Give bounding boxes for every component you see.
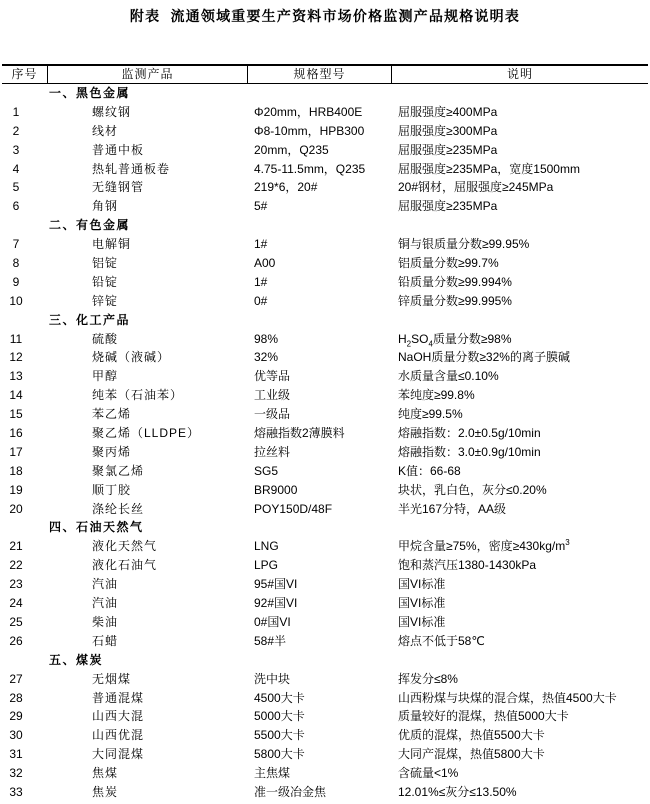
superscript-text: 3 — [565, 538, 570, 548]
product-name: 线材 — [92, 123, 119, 138]
spec-model: 0# — [254, 293, 268, 308]
product-name: 山西大混 — [92, 709, 145, 724]
row-number: 4 — [12, 161, 20, 176]
spec-model: 准一级冶金焦 — [254, 784, 327, 799]
product-name: 聚丙烯 — [92, 444, 132, 459]
product-name: 角钢 — [92, 199, 119, 214]
document-title: 附表 流通领域重要生产资料市场价格监测产品规格说明表 — [129, 8, 521, 24]
table-row — [2, 443, 648, 462]
spec-model: 一级品 — [254, 407, 291, 422]
description: 20#钢材，屈服强度≥245MPa — [398, 180, 554, 195]
section-label: 一、黑色金属 — [49, 86, 131, 100]
description-text: SO — [411, 331, 429, 346]
product-name: 热轧普通板卷 — [92, 161, 171, 176]
table-row — [2, 103, 648, 122]
spec-model: POY150D/48F — [254, 501, 333, 516]
description: 铅质量分数≥99.994% — [398, 274, 512, 289]
row-number: 22 — [9, 558, 23, 573]
product-name: 石蜡 — [92, 633, 119, 648]
description: 锌质量分数≥99.995% — [398, 293, 512, 308]
table-row — [2, 689, 648, 708]
row-number: 3 — [12, 142, 20, 157]
row-number: 23 — [9, 577, 23, 592]
table-row — [2, 481, 648, 500]
product-name: 液化石油气 — [92, 558, 158, 573]
row-number: 18 — [9, 463, 23, 478]
spec-model: 拉丝料 — [254, 444, 291, 459]
row-number: 9 — [12, 274, 20, 289]
product-name: 无缝钢管 — [92, 180, 145, 195]
table-row — [2, 764, 648, 783]
table-row — [2, 292, 648, 311]
description: 屈服强度≥400MPa — [398, 104, 498, 119]
row-number: 5 — [12, 180, 20, 195]
description: 大同产混煤，热值5800大卡 — [398, 747, 545, 762]
product-name: 苯乙烯 — [92, 407, 132, 422]
spec-model: 4.75-11.5mm，Q235 — [254, 161, 366, 176]
table-row — [2, 197, 648, 216]
table-row — [2, 405, 648, 424]
description: 国VI标准 — [398, 614, 446, 629]
section-row — [2, 84, 648, 103]
table-row — [2, 141, 648, 160]
row-number: 24 — [9, 596, 23, 611]
section-label: 二、有色金属 — [49, 218, 131, 233]
table-row — [2, 178, 648, 197]
product-name: 铅锭 — [92, 274, 119, 289]
spec-model: LPG — [254, 558, 279, 573]
product-name: 硫酸 — [92, 331, 119, 346]
spec-table — [2, 64, 648, 802]
table-row — [2, 783, 648, 802]
table-row — [2, 726, 648, 745]
section-row — [2, 651, 648, 670]
row-number: 16 — [9, 426, 23, 441]
product-name: 焦煤 — [92, 766, 119, 781]
subscript-text: 2 — [406, 338, 412, 348]
product-name: 汽油 — [92, 577, 119, 592]
section-row — [2, 216, 648, 235]
description: 铝质量分数≥99.7% — [398, 256, 499, 271]
table-row — [2, 556, 648, 575]
product-name: 烧碱（液碱） — [92, 350, 171, 365]
table-row — [2, 424, 648, 443]
table-row — [2, 254, 648, 273]
table-row — [2, 707, 648, 726]
section-label: 五、煤炭 — [49, 652, 104, 667]
table-row — [2, 500, 648, 519]
spec-model: 20mm，Q235 — [254, 142, 329, 157]
table-row — [2, 537, 648, 556]
description: K值：66-68 — [398, 463, 461, 478]
section-label: 四、石油天然气 — [49, 520, 144, 535]
table-header-row — [2, 64, 648, 84]
row-number: 21 — [9, 539, 23, 554]
description: 山西粉煤与块煤的混合煤，热值4500大卡 — [398, 690, 617, 705]
description-text: H — [398, 331, 407, 346]
spec-model: LNG — [254, 539, 279, 554]
header-spec: 规格型号 — [248, 66, 392, 83]
product-name: 电解铜 — [92, 237, 132, 252]
description — [392, 537, 648, 556]
section-number-cell — [2, 216, 48, 235]
description: 国VI标准 — [398, 577, 446, 592]
section-row — [2, 518, 648, 537]
description: 饱和蒸汽压1380-1430kPa — [398, 558, 537, 573]
table-row — [2, 575, 648, 594]
product-name: 甲醇 — [92, 369, 119, 384]
product-name: 聚氯乙烯 — [92, 463, 145, 478]
spec-model: 95#国VI — [254, 577, 298, 592]
product-name: 纯苯（石油苯） — [92, 388, 184, 403]
spec-model: 92#国VI — [254, 596, 298, 611]
product-name: 铝锭 — [92, 256, 119, 271]
product-name: 锌锭 — [92, 293, 119, 308]
header-product: 监测产品 — [48, 66, 248, 83]
spec-model: Φ8-10mm，HPB300 — [254, 123, 365, 138]
row-number: 15 — [9, 407, 23, 422]
description: 挥发分≤8% — [398, 671, 458, 686]
section-number-cell — [2, 518, 48, 537]
table-row — [2, 122, 648, 141]
product-name: 大同混煤 — [92, 747, 145, 762]
description: 屈服强度≥235MPa，宽度1500mm — [398, 161, 580, 176]
table-row — [2, 632, 648, 651]
table-row — [2, 160, 648, 179]
spec-model: BR9000 — [254, 482, 298, 497]
description-text: 质量分数≥98% — [432, 331, 512, 346]
spec-model: 1# — [254, 237, 268, 252]
row-number: 30 — [9, 728, 23, 743]
description: 含硫量<1% — [398, 766, 459, 781]
table-body — [2, 84, 648, 802]
section-number-cell — [2, 651, 48, 670]
row-number: 25 — [9, 614, 23, 629]
row-number: 13 — [9, 369, 23, 384]
spec-model: 58#半 — [254, 633, 287, 648]
spec-model: 5800大卡 — [254, 747, 305, 762]
description-text: 甲烷含量≥75%，密度≥430kg/m — [398, 539, 566, 554]
description: 苯纯度≥99.8% — [398, 388, 475, 403]
section-number-cell — [2, 84, 48, 103]
row-number: 27 — [9, 671, 23, 686]
table-row — [2, 330, 648, 349]
spec-model: SG5 — [254, 463, 279, 478]
description: 熔融指数：3.0±0.9g/10min — [398, 444, 541, 459]
spec-model: 主焦煤 — [254, 766, 291, 781]
row-number: 29 — [9, 709, 23, 724]
table-row — [2, 670, 648, 689]
row-number: 19 — [9, 482, 23, 497]
row-number: 10 — [9, 293, 23, 308]
spec-model: 优等品 — [254, 369, 291, 384]
row-number: 26 — [9, 633, 23, 648]
section-label: 三、化工产品 — [49, 312, 131, 327]
product-name: 顺丁胶 — [92, 482, 132, 497]
description: 半光167分特，AA级 — [398, 501, 507, 516]
spec-model: 5# — [254, 199, 268, 214]
product-name: 螺纹钢 — [92, 104, 132, 119]
row-number: 20 — [9, 501, 23, 516]
spec-model: 1# — [254, 274, 268, 289]
table-row — [2, 273, 648, 292]
product-name: 焦炭 — [92, 784, 119, 799]
section-row — [2, 311, 648, 330]
description: 屈服强度≥235MPa — [398, 142, 498, 157]
description: 12.01%≤灰分≤13.50% — [398, 784, 517, 799]
description: 质量较好的混煤，热值5000大卡 — [398, 709, 569, 724]
spec-model: 5000大卡 — [254, 709, 305, 724]
row-number: 33 — [9, 784, 23, 799]
subscript-text: 4 — [428, 338, 433, 348]
spec-model: Φ20mm，HRB400E — [254, 104, 363, 119]
spec-model: 4500大卡 — [254, 690, 305, 705]
row-number: 6 — [12, 199, 20, 214]
description: 屈服强度≥300MPa — [398, 123, 498, 138]
product-name: 普通混煤 — [92, 690, 145, 705]
table-row — [2, 348, 648, 367]
row-number: 8 — [12, 256, 20, 271]
description: 块状，乳白色，灰分≤0.20% — [398, 482, 547, 497]
header-description: 说明 — [506, 67, 533, 81]
table-row — [2, 745, 648, 764]
row-number: 14 — [9, 388, 23, 403]
row-number: 17 — [9, 444, 23, 459]
description: 国VI标准 — [398, 596, 446, 611]
spec-model: A00 — [254, 256, 276, 271]
row-number: 1 — [12, 104, 20, 119]
table-row — [2, 386, 648, 405]
header-number: 序号 — [2, 66, 48, 83]
description: 熔融指数：2.0±0.5g/10min — [398, 426, 541, 441]
spec-model: 工业级 — [254, 388, 291, 403]
description: 优质的混煤，热值5500大卡 — [398, 728, 545, 743]
row-number: 11 — [9, 331, 23, 346]
row-number: 2 — [12, 123, 20, 138]
product-name: 汽油 — [92, 596, 119, 611]
spec-model: 洗中块 — [254, 671, 291, 686]
row-number: 28 — [9, 690, 23, 705]
description: 水质量含量≤0.10% — [398, 369, 499, 384]
description: NaOH质量分数≥32%的离子膜碱 — [398, 350, 570, 365]
row-number: 32 — [9, 766, 23, 781]
table-row — [2, 594, 648, 613]
row-number: 31 — [9, 747, 23, 762]
description — [392, 330, 648, 349]
description: 铜与银质量分数≥99.95% — [398, 237, 530, 252]
product-name: 山西优混 — [92, 728, 145, 743]
description: 屈服强度≥235MPa — [398, 199, 498, 214]
description: 纯度≥99.5% — [398, 407, 463, 422]
table-row — [2, 462, 648, 481]
description: 熔点不低于58℃ — [398, 633, 485, 648]
spec-model: 219*6，20# — [254, 180, 318, 195]
product-name: 无烟煤 — [92, 671, 132, 686]
spec-model: 98% — [254, 331, 279, 346]
table-row — [2, 613, 648, 632]
product-name: 柴油 — [92, 614, 119, 629]
spec-model: 0#国VI — [254, 614, 291, 629]
row-number: 7 — [12, 237, 20, 252]
table-row — [2, 235, 648, 254]
section-number-cell — [2, 311, 48, 330]
table-row — [2, 367, 648, 386]
spec-model: 5500大卡 — [254, 728, 305, 743]
product-name: 液化天然气 — [92, 539, 158, 554]
product-name: 普通中板 — [92, 142, 145, 157]
row-number: 12 — [9, 350, 23, 365]
product-name: 涤纶长丝 — [92, 501, 145, 516]
spec-model: 熔融指数2薄膜料 — [254, 426, 345, 441]
spec-model: 32% — [254, 350, 279, 365]
product-name: 聚乙烯（LLDPE） — [92, 426, 201, 441]
